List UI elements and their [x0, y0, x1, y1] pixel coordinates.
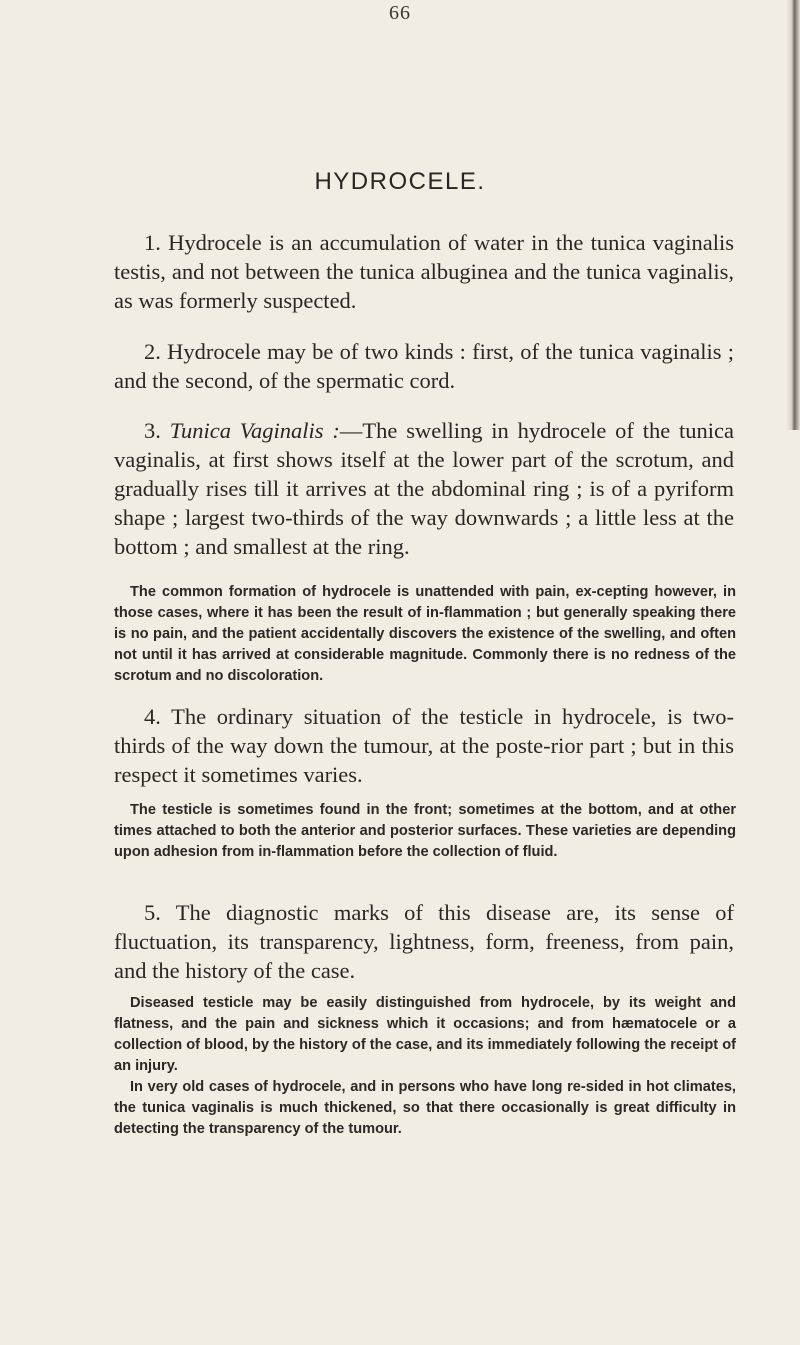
paragraph-2: 2. Hydrocele may be of two kinds : first, of the tunica vaginalis ; and the second, of the spermatic cord.	[114, 339, 734, 393]
note-paragraph-1: The common formation of hydrocele is unattended with pain, ex-cepting however, in those cases, where it has been the result of in-flammation ; but generally speaking there is no pain, and the patient accidentally discovers the existence of the swelling, and often not until it has arrived at considerable magnitude. Commonly there is no redness of the scrotum and no discoloration.	[114, 584, 736, 684]
note-paragraph-4: In very old cases of hydrocele, and in persons who have long re-sided in hot climates, the tunica vaginalis is much thickened, so that there occasionally is great difficulty in detecting the transparency of the tumour.	[114, 1079, 736, 1137]
paragraph-3	[114, 416, 734, 561]
paragraph-1: 1. Hydrocele is an accumulation of water in the tunica vaginalis testis, and not between the tunica albuginea and the tunica vaginalis, as was formerly suspected.	[114, 230, 734, 313]
page-number: 66	[389, 2, 411, 24]
paragraph-3-text: —The swelling in hydrocele of the tunica vaginalis, at first shows itself at the lower part of the scrotum, and gradually rises till it arrives at the abdominal ring ; is of a pyriform shape ; largest two-thirds of the way downwards ; a little less at the bottom ; and smallest at the ring.	[114, 418, 735, 559]
chapter-title: HYDROCELE.	[314, 168, 486, 195]
page-edge-shadow	[786, 0, 800, 430]
note-paragraph-3: Diseased testicle may be easily distinguished from hydrocele, by its weight and flatness, and the pain and sickness which it occasions; and from hæmatocele or a collection of blood, by the history of the case, and its immediately following the receipt of an injury.	[114, 995, 736, 1074]
paragraph-4: 4. The ordinary situation of the testicle in hydrocele, is two-thirds of the way down the tumour, at the poste-rior part ; but in this respect it sometimes varies.	[114, 704, 734, 787]
note-paragraph-2: The testicle is sometimes found in the front; sometimes at the bottom, and at other times attached to both the anterior and posterior surfaces. These varieties are depending upon adhesion from in-flammation before the collection of fluid.	[114, 802, 736, 860]
paragraph-5: 5. The diagnostic marks of this disease are, its sense of fluctuation, its transparency, lightness, form, freeness, from pain, and the history of the case.	[114, 900, 734, 983]
paragraph-3-number: 3.	[144, 418, 161, 443]
paragraph-3-term: Tunica Vaginalis :	[169, 418, 340, 443]
